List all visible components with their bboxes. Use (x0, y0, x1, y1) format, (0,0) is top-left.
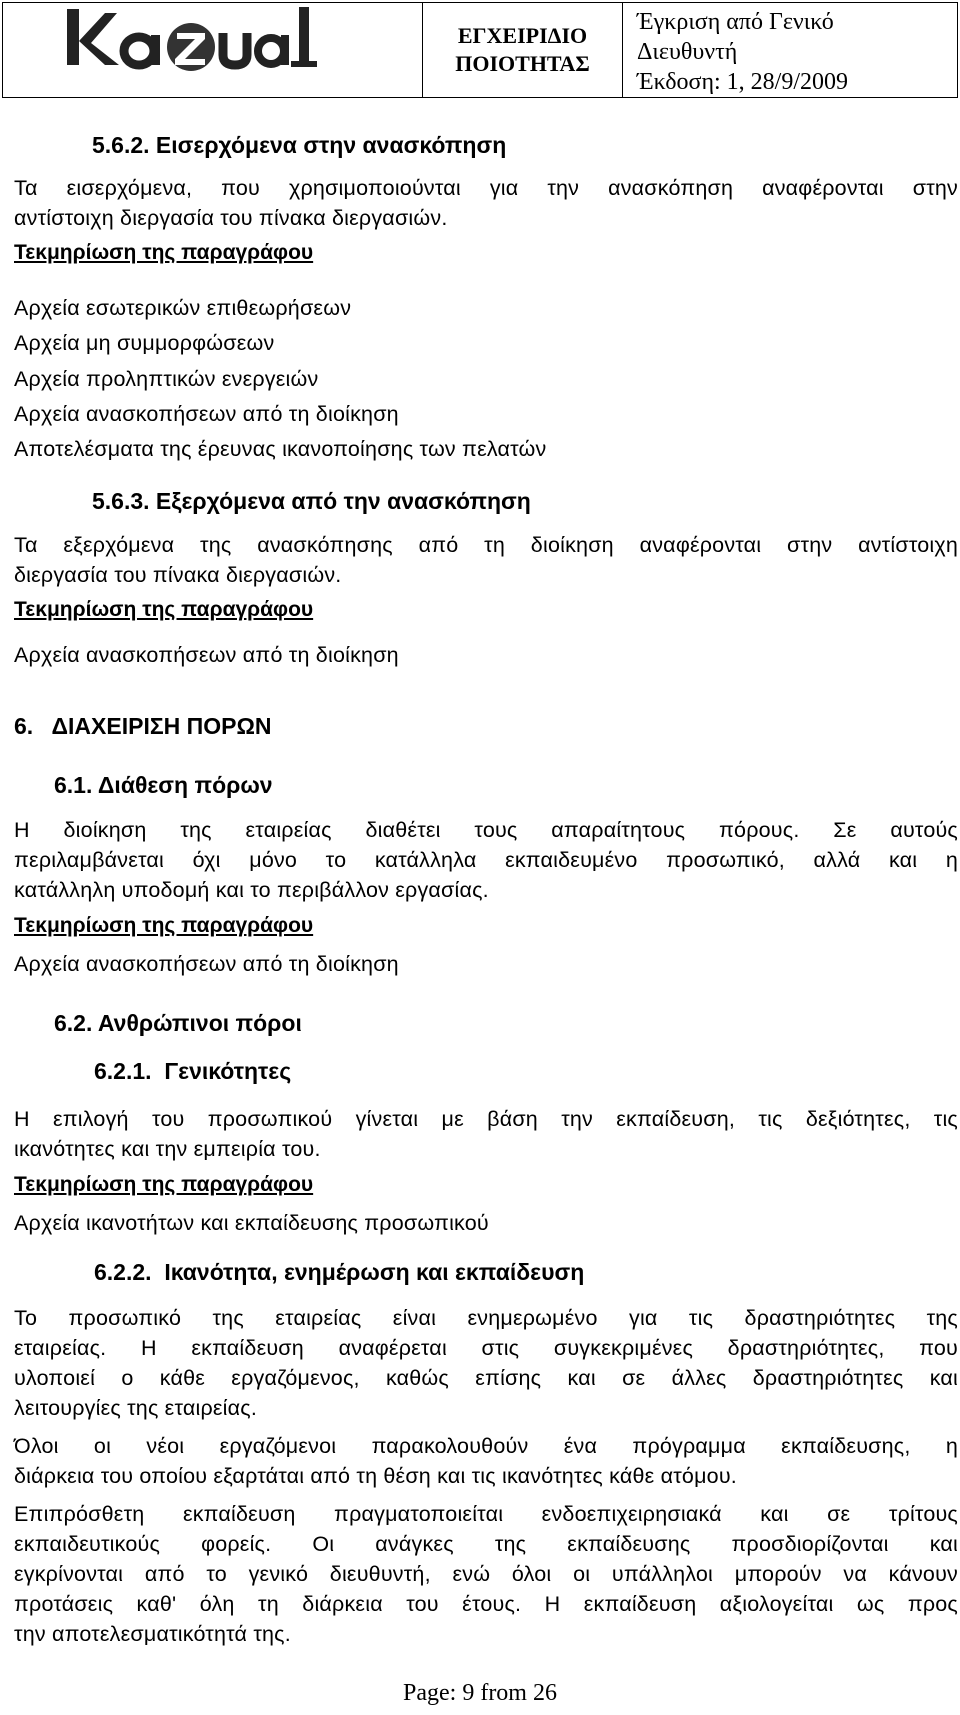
documentation-label: Τεκμηρίωση της παραγράφου (14, 914, 314, 937)
documentation-item: Αρχεία ανασκοπήσεων από τη διοίκηση (14, 643, 399, 667)
manual-title-line2: ΠΟΙΟΤΗΤΑΣ (455, 51, 590, 76)
section-6-2-2-para-line: προτάσεις καθ' όλη τη διάρκεια του έτους. Η εκπαίδευση αξιολογείται ως προς (14, 1592, 958, 1616)
approval-line2: Διευθυντή (637, 39, 738, 65)
documentation-item: Αρχεία ικανοτήτων και εκπαίδευσης προσωπικού (14, 1211, 489, 1235)
logo-cell (3, 3, 423, 97)
documentation-item: Αρχεία προληπτικών ενεργειών (14, 367, 319, 391)
company-logo (63, 3, 323, 83)
page-number: Page: 9 from 26 (403, 1680, 557, 1706)
section-6-1-para-line: Η διοίκηση της εταιρείας διαθέτει τους απαραίτητους πόρους. Σε αυτούς (14, 818, 958, 842)
manual-title-line1: ΕΓΧΕΙΡΙΔΙΟ (457, 23, 588, 48)
section-6-2-2-para-line: Όλοι οι νέοι εργαζόμενοι παρακολουθούν ένα πρόγραμμα εκπαίδευσης, η (14, 1434, 958, 1458)
approval-cell (623, 3, 957, 97)
document-header (2, 2, 958, 98)
section-5-6-2-para-line: Τα εισερχόμενα, που χρησιμοποιούνται για την ανασκόπηση αναφέρονται στην (14, 176, 958, 200)
section-6-2-1-heading: 6.2.1. Γενικότητες (94, 1058, 292, 1084)
manual-title-cell (423, 3, 623, 97)
documentation-item: Αρχεία μη συμμορφώσεων (14, 331, 275, 355)
section-6-2-1-para-line: ικανότητες και την εμπειρία του. (14, 1137, 321, 1161)
section-6-2-heading: 6.2. Ανθρώπινοι πόροι (54, 1010, 302, 1036)
section-6-2-2-para-line: εταιρείας. Η εκπαίδευση αναφέρεται στις συγκεκριμένες δραστηριότητες, που (14, 1336, 958, 1360)
section-6-1-heading: 6.1. Διάθεση πόρων (54, 772, 273, 798)
section-6-1-para-line: περιλαμβάνεται όχι μόνο το κατάλληλα εκπαιδευμένο προσωπικό, αλλά και η (14, 848, 958, 872)
section-6-2-2-para-line: λειτουργίες της εταιρείας. (14, 1396, 258, 1420)
section-5-6-2-heading: 5.6.2. Εισερχόμενα στην ανασκόπηση (92, 132, 507, 158)
section-6-2-2-para-line: την αποτελεσματικότητά της. (14, 1622, 291, 1646)
section-6-2-2-para-line: Επιπρόσθετη εκπαίδευση πραγματοποιείται ενδοεπιχειρησιακά και σε τρίτους (14, 1502, 958, 1526)
section-6-2-2-heading: 6.2.2. Ικανότητα, ενημέρωση και εκπαίδευση (94, 1259, 585, 1285)
documentation-item: Αρχεία ανασκοπήσεων από τη διοίκηση (14, 402, 399, 426)
section-6-heading: 6. ΔΙΑΧΕΙΡΙΣΗ ΠΟΡΩΝ (14, 713, 272, 739)
section-6-2-2-para-line: Το προσωπικό της εταιρείας είναι ενημερωμένο για τις δραστηριότητες της (14, 1306, 958, 1330)
section-6-2-2-para-line: εγκρίνονται από το γενικό διευθυντή, ενώ όλοι οι υπάλληλοι μπορούν να κάνουν (14, 1562, 958, 1586)
approval-line1: Έγκριση από Γενικό (637, 9, 834, 35)
documentation-item: Αποτελέσματα της έρευνας ικανοποίησης των πελατών (14, 437, 547, 461)
documentation-label: Τεκμηρίωση της παραγράφου (14, 598, 314, 621)
section-6-2-1-para-line: Η επιλογή του προσωπικού γίνεται με βάση την εκπαίδευση, τις δεξιότητες, τις (14, 1107, 958, 1131)
section-5-6-2-para-line: αντίστοιχη διεργασία του πίνακα διεργασιών. (14, 206, 448, 230)
documentation-label: Τεκμηρίωση της παραγράφου (14, 1173, 314, 1196)
section-6-2-2-para-line: υλοποιεί ο κάθε εργαζόμενος, καθώς επίσης και σε άλλες δραστηριότητες και (14, 1366, 958, 1390)
section-6-2-2-para-line: εκπαιδευτικούς φορείς. Οι ανάγκες της εκπαίδευσης προσδιορίζονται και (14, 1532, 958, 1556)
documentation-label: Τεκμηρίωση της παραγράφου (14, 241, 314, 264)
documentation-item: Αρχεία εσωτερικών επιθεωρήσεων (14, 296, 352, 320)
edition-date: Έκδοση: 1, 28/9/2009 (637, 69, 849, 95)
section-5-6-3-heading: 5.6.3. Εξερχόμενα από την ανασκόπηση (92, 488, 531, 514)
documentation-item: Αρχεία ανασκοπήσεων από τη διοίκηση (14, 952, 399, 976)
section-5-6-3-para-line: Τα εξερχόμενα της ανασκόπησης από τη διοίκηση αναφέρονται στην αντίστοιχη (14, 533, 958, 557)
section-6-1-para-line: κατάλληλη υποδομή και το περιβάλλον εργασίας. (14, 878, 489, 902)
section-5-6-3-para-line: διεργασία του πίνακα διεργασιών. (14, 563, 342, 587)
section-6-2-2-para-line: διάρκεια του οποίου εξαρτάται από τη θέση και τις ικανότητες κάθε ατόμου. (14, 1464, 737, 1488)
